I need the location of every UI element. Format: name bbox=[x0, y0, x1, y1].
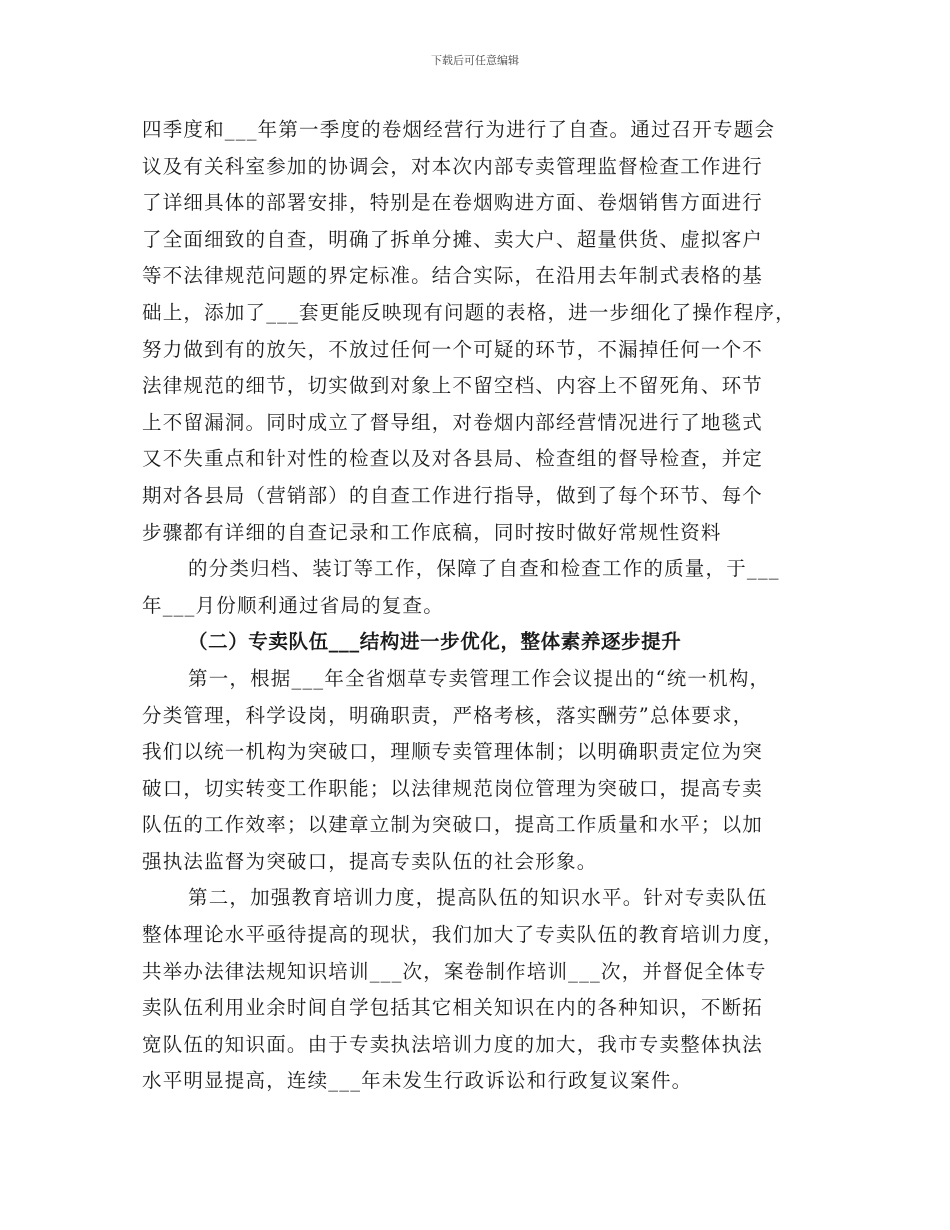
text-line: 第二，加强教育培训力度，提高队伍的知识水平。针对专卖队伍 bbox=[188, 886, 768, 910]
text-line: 等不法律规范问题的界定标准。结合实际，在沿用去年制式表格的基 bbox=[142, 264, 764, 288]
text-line: 上不留漏洞。同时成立了督导组，对卷烟内部经营情况进行了地毯式 bbox=[142, 410, 764, 434]
text-line: 第一，根据___年全省烟草专卖管理工作会议提出的“统一机构， bbox=[188, 666, 771, 690]
document-body bbox=[142, 112, 812, 1100]
text-line: 强执法监督为突破口，提高专卖队伍的社会形象。 bbox=[142, 849, 598, 873]
text-line: 宽队伍的知识面。由于专卖执法培训力度的加大，我市专卖整体执法 bbox=[142, 1032, 764, 1056]
text-line: 议及有关科室参加的协调会，对本次内部专卖管理监督检查工作进行 bbox=[142, 154, 764, 178]
text-line: 础上，添加了___套更能反映现有问题的表格，进一步细化了操作程序， bbox=[142, 300, 796, 324]
section-heading: （二）专卖队伍___结构进一步优化，整体素养逐步提升 bbox=[188, 630, 682, 654]
text-line: 期对各县局（营销部）的自查工作进行指导，做到了每个环节、每个 bbox=[142, 483, 764, 507]
text-line: 又不失重点和针对性的检查以及对各县局、检查组的督导检查，并定 bbox=[142, 447, 764, 471]
text-line: 年___月份顺利通过省局的复查。 bbox=[142, 593, 444, 617]
text-line: 水平明显提高，连续___年未发生行政诉讼和行政复议案件。 bbox=[142, 1069, 693, 1093]
text-line: 了全面细致的自查，明确了拆单分摊、卖大户、超量供货、虚拟客户 bbox=[142, 227, 764, 251]
text-line: 整体理论水平亟待提高的现状，我们加大了专卖队伍的教育培训力度， bbox=[142, 923, 784, 947]
text-line: 队伍的工作效率；以建章立制为突破口，提高工作质量和水平；以加 bbox=[142, 813, 764, 837]
text-line: 四季度和___年第一季度的卷烟经营行为进行了自查。通过召开专题会 bbox=[142, 118, 776, 141]
text-line: 努力做到有的放矢，不放过任何一个可疑的环节，不漏掉任何一个不 bbox=[142, 337, 764, 361]
text-line: 共举办法律法规知识培训___次，案卷制作培训___次，并督促全体专 bbox=[142, 959, 767, 983]
text-line: 卖队伍利用业余时间自学包括其它相关知识在内的各种知识，不断拓 bbox=[142, 996, 764, 1020]
text-line: 破口，切实转变工作职能；以法律规范岗位管理为突破口，提高专卖 bbox=[142, 776, 764, 800]
text-line: 的分类归档、装订等工作，保障了自查和检查工作的质量，于___ bbox=[188, 557, 780, 581]
text-line: 了详细具体的部署安排，特别是在卷烟购进方面、卷烟销售方面进行 bbox=[142, 191, 764, 215]
text-line: 法律规范的细节，切实做到对象上不留空档、内容上不留死角、环节 bbox=[142, 374, 764, 398]
text-line: 步骤都有详细的自查记录和工作底稿，同时按时做好常规性资料 bbox=[142, 520, 722, 544]
page-header: 下载后可任意编辑 bbox=[431, 54, 519, 67]
text-line: 我们以统一机构为突破口，理顺专卖管理体制；以明确职责定位为突 bbox=[142, 740, 764, 764]
text-line: 分类管理，科学设岗，明确职责，严格考核，落实酬劳”总体要求， bbox=[142, 703, 754, 727]
